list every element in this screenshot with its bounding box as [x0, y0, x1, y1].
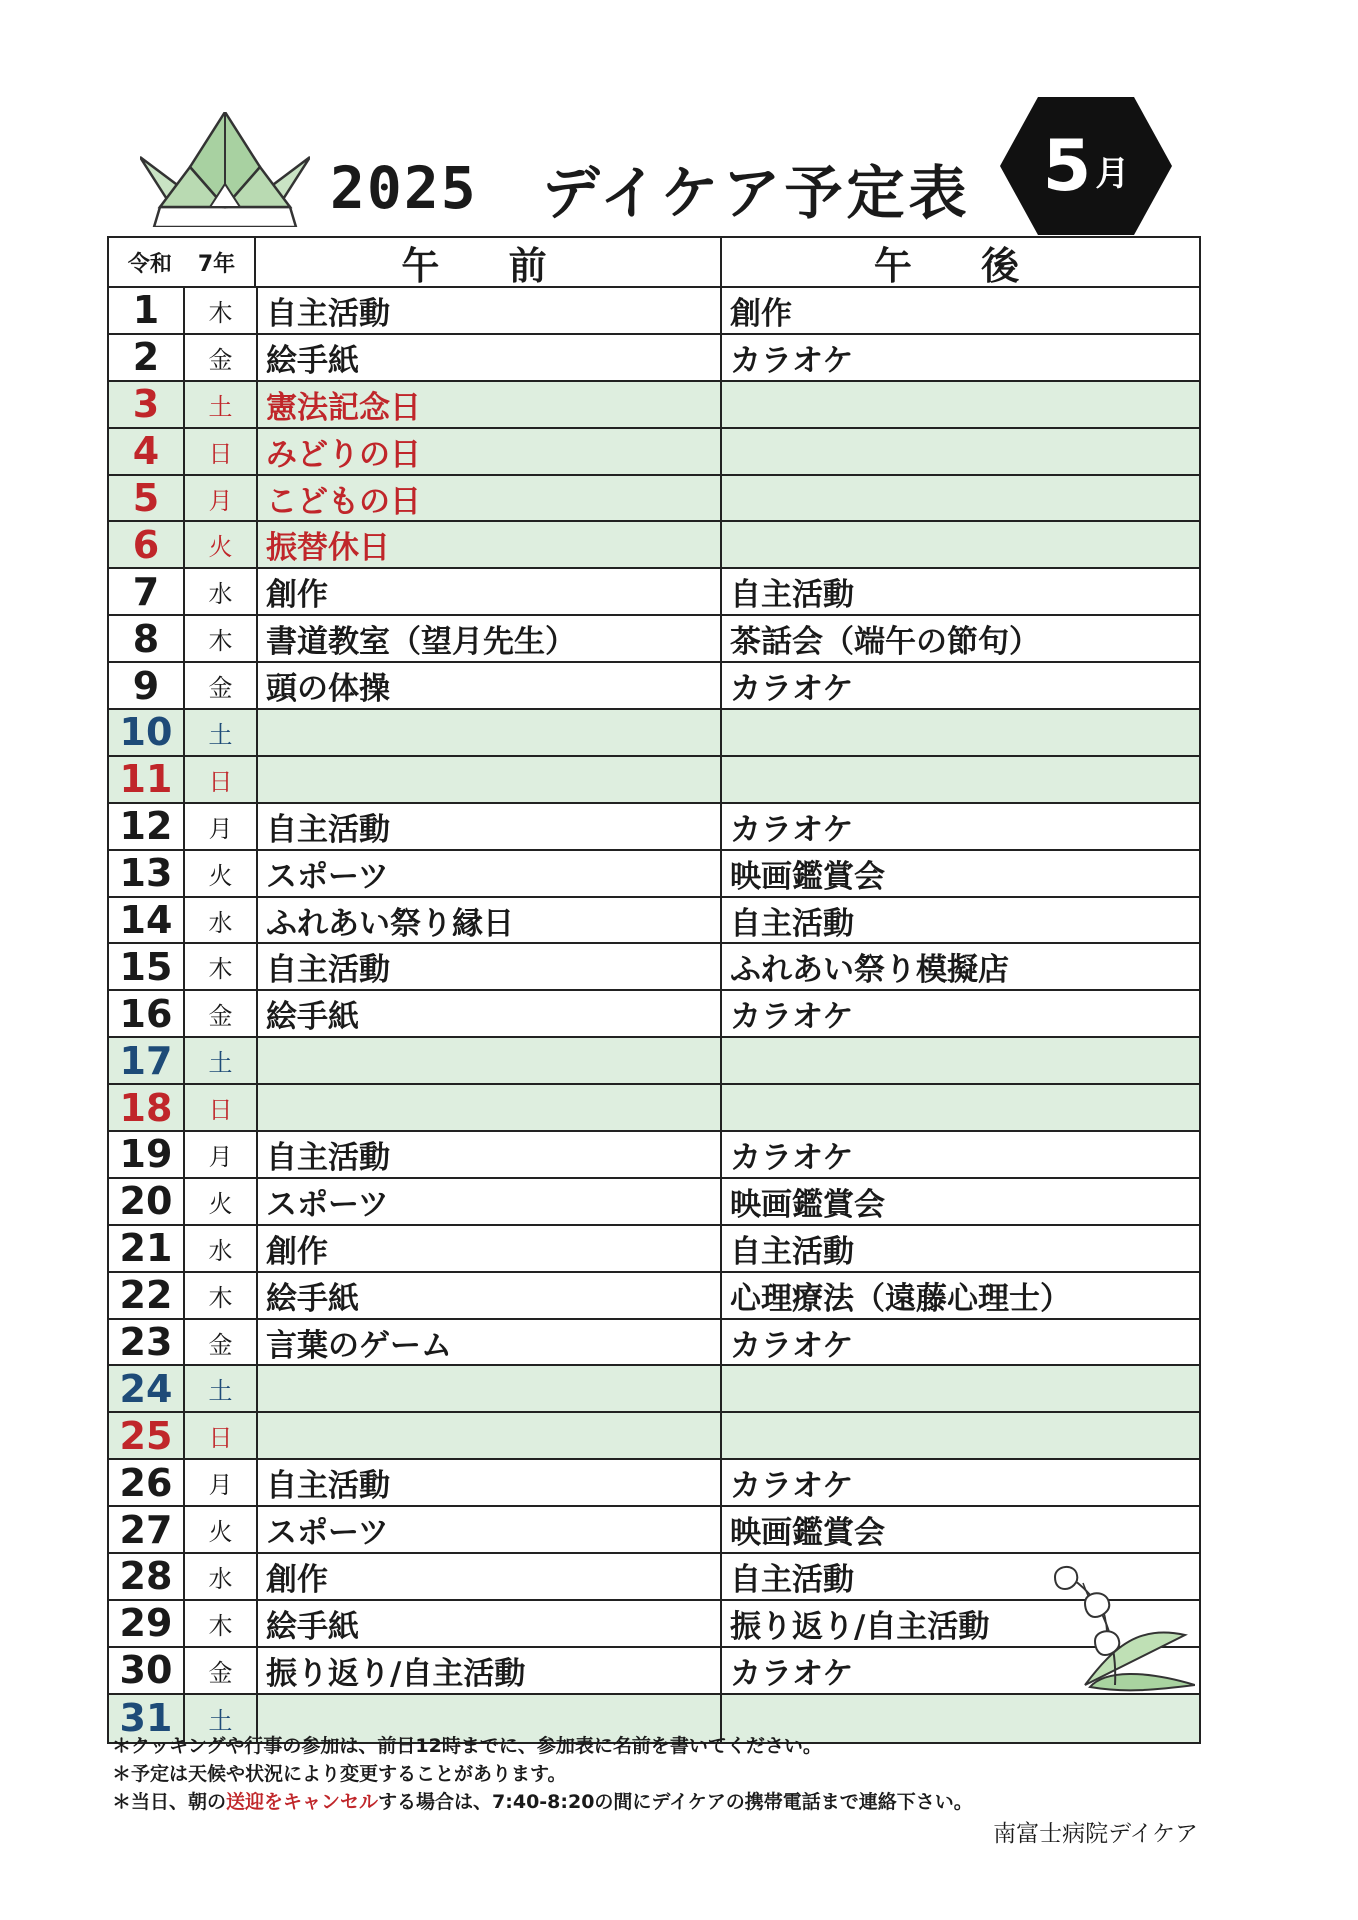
note-deadline: ＊クッキングや行事の参加は、前日12時までに、参加表に名前を書いてください。 [112, 1735, 822, 1757]
pm-activity [722, 429, 1199, 474]
table-row [109, 1648, 1199, 1695]
am-activity: 振り返り/自主活動 [258, 1648, 722, 1693]
am-activity: 自主活動 [258, 288, 722, 333]
day-number: 4 [109, 429, 185, 474]
am-activity: 自主活動 [258, 1132, 722, 1177]
day-number: 25 [109, 1413, 185, 1458]
am-activity: みどりの日 [258, 429, 722, 474]
am-activity: 頭の体操 [258, 663, 722, 708]
pm-activity [722, 1366, 1199, 1411]
day-number: 13 [109, 851, 185, 896]
table-row [109, 522, 1199, 569]
kabuto-helmet-icon [140, 112, 310, 227]
am-activity: 振替休日 [258, 522, 722, 567]
footnotes [112, 1732, 973, 1816]
weekday-cell: 日 [185, 1085, 258, 1130]
pm-activity: カラオケ [730, 811, 854, 848]
pm-activity [722, 1038, 1199, 1083]
am-activity: 絵手紙 [258, 991, 722, 1036]
am-activity [258, 1366, 722, 1411]
page-title [330, 148, 970, 228]
day-number: 24 [109, 1366, 185, 1411]
weekday-cell: 水 [185, 898, 258, 943]
pm-activity: カラオケ [730, 1655, 854, 1692]
day-number: 22 [109, 1273, 185, 1318]
am-activity: 言葉のゲーム [258, 1320, 722, 1365]
table-row [109, 663, 1199, 710]
weekday-cell: 金 [185, 1648, 258, 1693]
day-number: 18 [109, 1085, 185, 1130]
pm-activity: カラオケ [730, 1139, 854, 1176]
day-number: 15 [109, 944, 185, 989]
pm-activity: 振り返り/自主活動 [730, 1608, 990, 1645]
am-activity [258, 1413, 722, 1458]
table-row [109, 1507, 1199, 1554]
pm-activity: 自主活動 [730, 577, 854, 614]
table-row [109, 1460, 1199, 1507]
day-number: 29 [109, 1601, 185, 1646]
am-header: 午 前 [256, 238, 722, 286]
table-row [109, 1320, 1199, 1367]
table-row [109, 1601, 1199, 1648]
am-activity: スポーツ [258, 1507, 722, 1552]
table-row [109, 944, 1199, 991]
pm-activity [722, 710, 1199, 755]
table-row [109, 616, 1199, 663]
table-row [109, 991, 1199, 1038]
table-row [109, 1132, 1199, 1179]
weekday-cell: 火 [185, 1507, 258, 1552]
am-activity: 創作 [258, 1554, 722, 1599]
pm-activity: 映画鑑賞会 [730, 1186, 885, 1223]
table-row [109, 1038, 1199, 1085]
note-change: ＊予定は天候や状況により変更することがあります。 [112, 1763, 567, 1785]
pm-activity: カラオケ [730, 1468, 854, 1505]
pm-activity [722, 1085, 1199, 1130]
weekday-cell: 土 [185, 1366, 258, 1411]
pm-activity: カラオケ [730, 1327, 854, 1364]
am-activity: 自主活動 [258, 1460, 722, 1505]
schedule-table [107, 236, 1201, 1744]
table-row [109, 710, 1199, 757]
am-activity: 絵手紙 [258, 1273, 722, 1318]
table-row [109, 288, 1199, 335]
table-row [109, 429, 1199, 476]
weekday-cell: 木 [185, 1601, 258, 1646]
pm-activity: カラオケ [730, 999, 854, 1036]
weekday-cell: 金 [185, 1320, 258, 1365]
note-cancel-highlight: 送迎をキャンセル [226, 1791, 379, 1813]
weekday-cell: 土 [185, 382, 258, 427]
am-activity [258, 1038, 722, 1083]
table-row [109, 569, 1199, 616]
am-activity [258, 757, 722, 802]
am-activity: 創作 [258, 569, 722, 614]
table-row [109, 1179, 1199, 1226]
am-activity: 絵手紙 [258, 335, 722, 380]
weekday-cell: 火 [185, 851, 258, 896]
weekday-cell: 日 [185, 757, 258, 802]
day-number: 31 [109, 1695, 185, 1742]
day-number: 16 [109, 991, 185, 1036]
day-number: 7 [109, 569, 185, 614]
month-number: 5 [1042, 125, 1092, 207]
pm-activity: ふれあい祭り模擬店 [730, 952, 1009, 989]
day-number: 10 [109, 710, 185, 755]
pm-activity: カラオケ [730, 671, 854, 708]
day-number: 8 [109, 616, 185, 661]
am-activity: こどもの日 [258, 476, 722, 521]
am-activity: 絵手紙 [258, 1601, 722, 1646]
signature: 南富士病院デイケア [993, 1821, 1198, 1847]
weekday-cell: 日 [185, 1413, 258, 1458]
weekday-cell: 月 [185, 804, 258, 849]
table-row [109, 1273, 1199, 1320]
table-row [109, 1554, 1199, 1601]
day-number: 14 [109, 898, 185, 943]
weekday-cell: 水 [185, 569, 258, 614]
table-row [109, 382, 1199, 429]
weekday-cell: 日 [185, 429, 258, 474]
day-number: 2 [109, 335, 185, 380]
table-row [109, 804, 1199, 851]
table-row [109, 1413, 1199, 1460]
pm-activity: 映画鑑賞会 [730, 858, 885, 895]
table-row [109, 898, 1199, 945]
day-number: 17 [109, 1038, 185, 1083]
day-number: 12 [109, 804, 185, 849]
weekday-cell: 月 [185, 1132, 258, 1177]
am-activity: ふれあい祭り縁日 [258, 898, 722, 943]
lily-of-the-valley-icon [1045, 1555, 1195, 1695]
am-activity: 書道教室（望月先生） [258, 616, 722, 661]
day-number: 3 [109, 382, 185, 427]
weekday-cell: 土 [185, 710, 258, 755]
day-number: 6 [109, 522, 185, 567]
note-cancel: ＊当日、朝の送迎をキャンセルする場合は、7:40-8:20の間にデイケアの携帯電話まで連絡下さい。 [112, 1791, 973, 1813]
day-number: 5 [109, 476, 185, 521]
table-row [109, 335, 1199, 382]
pm-activity [722, 476, 1199, 521]
table-row [109, 1226, 1199, 1273]
weekday-cell: 月 [185, 1460, 258, 1505]
weekday-cell: 月 [185, 476, 258, 521]
table-row [109, 757, 1199, 804]
pm-header: 午 後 [873, 243, 1048, 288]
day-number: 20 [109, 1179, 185, 1224]
month-unit: 月 [1095, 153, 1130, 194]
pm-activity: 自主活動 [730, 1562, 854, 1598]
weekday-cell: 土 [185, 1038, 258, 1083]
table-row [109, 1085, 1199, 1132]
pm-activity [722, 382, 1199, 427]
pm-activity: 心理療法（遠藤心理士） [730, 1280, 1071, 1317]
day-number: 11 [109, 757, 185, 802]
schedule-rows [109, 288, 1199, 1742]
am-activity: 自主活動 [258, 804, 722, 849]
pm-activity: 自主活動 [730, 1233, 854, 1270]
table-row [109, 1366, 1199, 1413]
day-number: 30 [109, 1648, 185, 1693]
weekday-cell: 木 [185, 288, 258, 333]
weekday-cell: 金 [185, 335, 258, 380]
am-activity: スポーツ [258, 1179, 722, 1224]
day-number: 9 [109, 663, 185, 708]
am-activity [258, 1085, 722, 1130]
weekday-cell: 水 [185, 1226, 258, 1271]
day-number: 23 [109, 1320, 185, 1365]
title-text: デイケア予定表 [541, 159, 971, 227]
day-number: 27 [109, 1507, 185, 1552]
weekday-cell: 金 [185, 991, 258, 1036]
pm-activity: 創作 [730, 295, 792, 332]
day-number: 28 [109, 1554, 185, 1599]
table-row [109, 476, 1199, 523]
pm-activity [722, 757, 1199, 802]
table-row [109, 851, 1199, 898]
pm-activity [722, 1413, 1199, 1458]
weekday-cell: 木 [185, 1273, 258, 1318]
weekday-cell: 木 [185, 944, 258, 989]
weekday-cell: 土 [185, 1695, 258, 1742]
era-header [109, 238, 256, 286]
am-activity [258, 710, 722, 755]
am-activity: 憲法記念日 [258, 382, 722, 427]
pm-activity [722, 522, 1199, 567]
era-label: 令和 [127, 251, 172, 277]
era-year: 7年 [197, 251, 236, 277]
pm-activity: カラオケ [730, 342, 854, 379]
weekday-cell: 水 [185, 1554, 258, 1599]
day-number: 19 [109, 1132, 185, 1177]
pm-activity: 茶話会（端午の節句） [730, 624, 1040, 661]
title-year: 2025 [330, 154, 478, 222]
day-number: 1 [109, 288, 185, 333]
weekday-cell: 火 [185, 1179, 258, 1224]
weekday-cell: 木 [185, 616, 258, 661]
pm-activity: 映画鑑賞会 [730, 1515, 885, 1552]
weekday-cell: 火 [185, 522, 258, 567]
day-number: 26 [109, 1460, 185, 1505]
table-header [109, 238, 1199, 288]
am-activity: スポーツ [258, 851, 722, 896]
am-activity: 自主活動 [258, 944, 722, 989]
pm-activity: 自主活動 [730, 905, 854, 942]
am-activity: 創作 [258, 1226, 722, 1271]
day-number: 21 [109, 1226, 185, 1271]
month-badge [1000, 97, 1172, 235]
weekday-cell: 金 [185, 663, 258, 708]
